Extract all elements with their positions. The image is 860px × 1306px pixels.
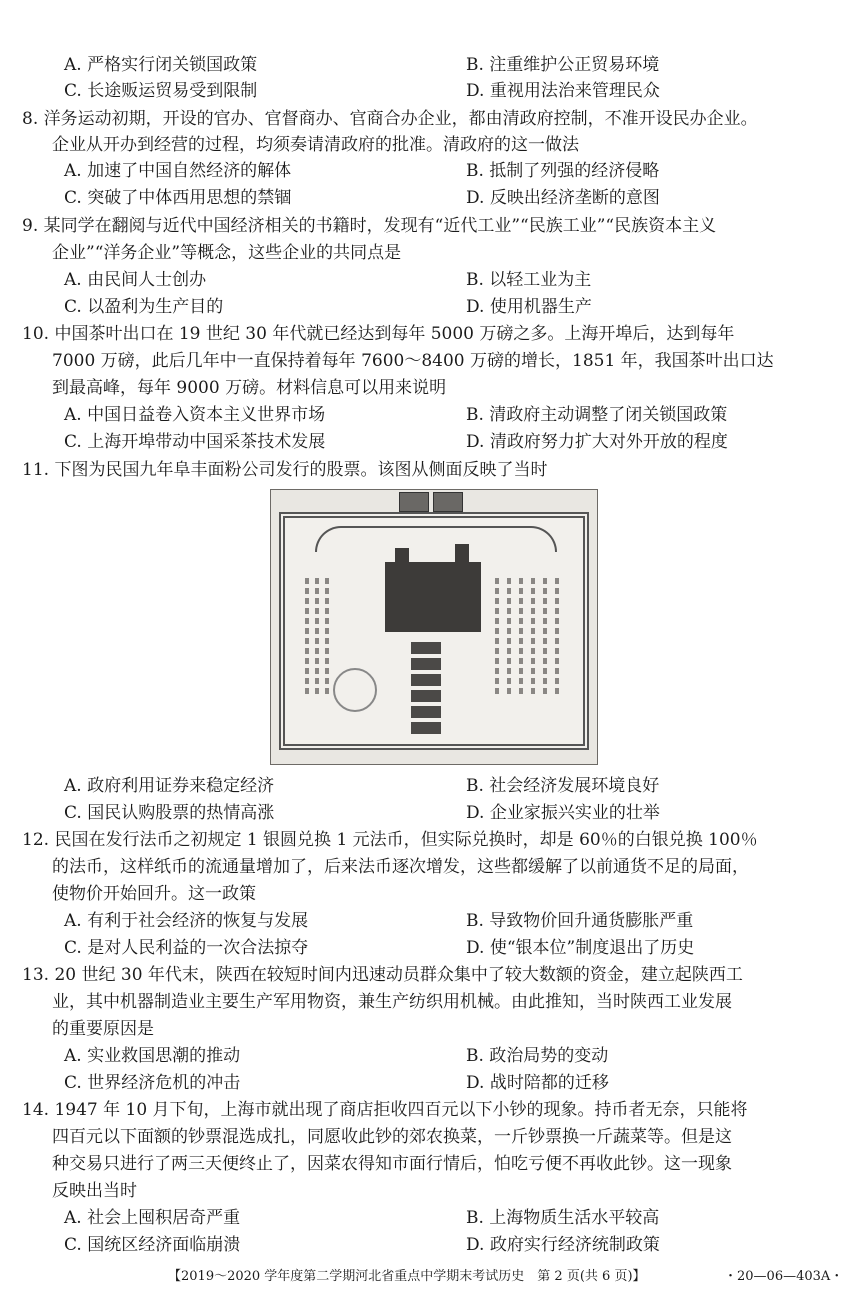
q13-option-a: A. 实业救国思潮的推动	[64, 1046, 241, 1066]
q14-stem-line-1: 14. 1947 年 10 月下旬，上海市就出现了商店拒收四百元以下小钞的现象。持币者无奈，只能将	[22, 1100, 748, 1120]
q11-option-d: D. 企业家振兴实业的壮举	[466, 803, 660, 823]
q13-stem-line-1: 13. 20 世纪 30 年代末，陕西在较短时间内迅速动员群众集中了较大数额的资金，建立起陕西工	[22, 965, 743, 985]
q10-option-d: D. 清政府努力扩大对外开放的程度	[466, 432, 728, 452]
q9-option-b: B. 以轻工业为主	[466, 270, 592, 290]
q8-stem-line-1: 8. 洋务运动初期，开设的官办、官督商办、官商合办企业，都由清政府控制，不准开设民办企业。	[22, 109, 758, 129]
q8-option-a: A. 加速了中国自然经济的解体	[64, 161, 292, 181]
q11-option-c: C. 国民认购股票的热情高涨	[64, 803, 275, 823]
company-seal	[333, 668, 377, 712]
q9-stem-line-1: 9. 某同学在翻阅与近代中国经济相关的书籍时，发现有“近代工业”“民族工业”“民族资本主义	[22, 216, 717, 236]
q14-option-a: A. 社会上囤积居奇严重	[64, 1208, 241, 1228]
q8-option-b: B. 抵制了列强的经济侵略	[466, 161, 660, 181]
q8-option-d: D. 反映出经济垄断的意图	[466, 188, 660, 208]
share-amount-text	[411, 642, 441, 734]
q9-option-c: C. 以盈利为生产目的	[64, 297, 224, 317]
q10-stem-line-2: 7000 万磅，此后几年中一直保持着每年 7600～8400 万磅的增长，1851 年，我国茶叶出口达	[52, 351, 774, 371]
q7-option-b: B. 注重维护公正贸易环境	[466, 55, 660, 75]
q14-option-c: C. 国统区经济面临崩溃	[64, 1235, 241, 1255]
q10-stem-line-1: 10. 中国茶叶出口在 19 世纪 30 年代就已经达到每年 5000 万磅之多。上海开埠后，达到每年	[22, 324, 735, 344]
certificate-border	[279, 512, 589, 750]
footer-exam-info: 【2019～2020 学年度第二学期河北省重点中学期末考试历史 第 2 页(共 6 页)】	[168, 1269, 646, 1284]
q14-stem-line-3: 种交易只进行了两三天便终止了，因菜农得知市面行情后，怕吃亏便不再收此钞。这一现象	[52, 1154, 732, 1174]
q13-option-b: B. 政治局势的变动	[466, 1046, 609, 1066]
q12-stem-line-3: 使物价开始回升。这一政策	[52, 884, 256, 904]
q13-stem-line-3: 的重要原因是	[52, 1019, 154, 1039]
q12-option-d: D. 使“银本位”制度退出了历史	[466, 938, 695, 958]
q12-stem-line-2: 的法币，这样纸币的流通量增加了，后来法币逐次增发，这些都缓解了以前通货不足的局面，	[52, 857, 749, 877]
text-column	[315, 578, 319, 698]
q7-option-a: A. 严格实行闭关锁国政策	[64, 55, 258, 75]
text-column	[325, 578, 329, 698]
q13-option-c: C. 世界经济危机的冲击	[64, 1073, 241, 1093]
q12-option-c: C. 是对人民利益的一次合法掠夺	[64, 938, 309, 958]
text-column	[495, 578, 499, 698]
q8-option-c: C. 突破了中体西用思想的禁锢	[64, 188, 292, 208]
text-column	[305, 578, 309, 698]
q12-stem-line-1: 12. 民国在发行法币之初规定 1 银圆兑换 1 元法币，但实际兑换时，却是 60％的白银兑换 100％	[22, 830, 758, 850]
q12-option-b: B. 导致物价回升通货膨胀严重	[466, 911, 694, 931]
text-column	[555, 578, 559, 698]
q14-stem-line-4: 反映出当时	[52, 1181, 137, 1201]
q11-option-b: B. 社会经济发展环境良好	[466, 776, 660, 796]
q10-option-c: C. 上海开埠带动中国采茶技术发展	[64, 432, 326, 452]
q9-stem-line-2: 企业”“洋务企业”等概念，这些企业的共同点是	[52, 243, 402, 263]
text-column	[507, 578, 511, 698]
q10-stem-line-3: 到最高峰，每年 9000 万磅。材料信息可以用来说明	[52, 378, 447, 398]
text-column	[531, 578, 535, 698]
q9-option-a: A. 由民间人士创办	[64, 270, 207, 290]
q7-option-d: D. 重视用法治来管理民众	[466, 81, 660, 101]
q8-stem-line-2: 企业从开办到经营的过程，均须奏请清政府的批准。清政府的这一做法	[52, 135, 579, 155]
text-column	[543, 578, 547, 698]
q7-option-c: C. 长途贩运贸易受到限制	[64, 81, 258, 101]
q14-stem-line-2: 四百元以下面额的钞票混选成扎，同愿收此钞的郊农换菜，一斤钞票换一斤蔬菜等。但是这	[52, 1127, 732, 1147]
footer-code: ・20—06—403A・	[724, 1269, 844, 1284]
q10-option-b: B. 清政府主动调整了闭关锁国政策	[466, 405, 728, 425]
certificate-arched-banner	[315, 526, 557, 552]
q10-option-a: A. 中国日益卷入资本主义世界市场	[64, 405, 326, 425]
q9-option-d: D. 使用机器生产	[466, 297, 592, 317]
q13-option-d: D. 战时陪都的迁移	[466, 1073, 609, 1093]
text-column	[519, 578, 523, 698]
q14-option-b: B. 上海物质生活水平较高	[466, 1208, 660, 1228]
q11-option-a: A. 政府利用证券来稳定经济	[64, 776, 275, 796]
stock-certificate-image	[270, 489, 598, 765]
q11-stem-line-1: 11. 下图为民国九年阜丰面粉公司发行的股票。该图从侧面反映了当时	[22, 460, 548, 480]
q13-stem-line-2: 业，其中机器制造业主要生产军用物资，兼生产纺织用机械。由此推知，当时陕西工业发展	[52, 992, 732, 1012]
factory-illustration	[385, 562, 481, 632]
revenue-stamps	[399, 492, 469, 514]
q12-option-a: A. 有利于社会经济的恢复与发展	[64, 911, 309, 931]
q14-option-d: D. 政府实行经济统制政策	[466, 1235, 660, 1255]
